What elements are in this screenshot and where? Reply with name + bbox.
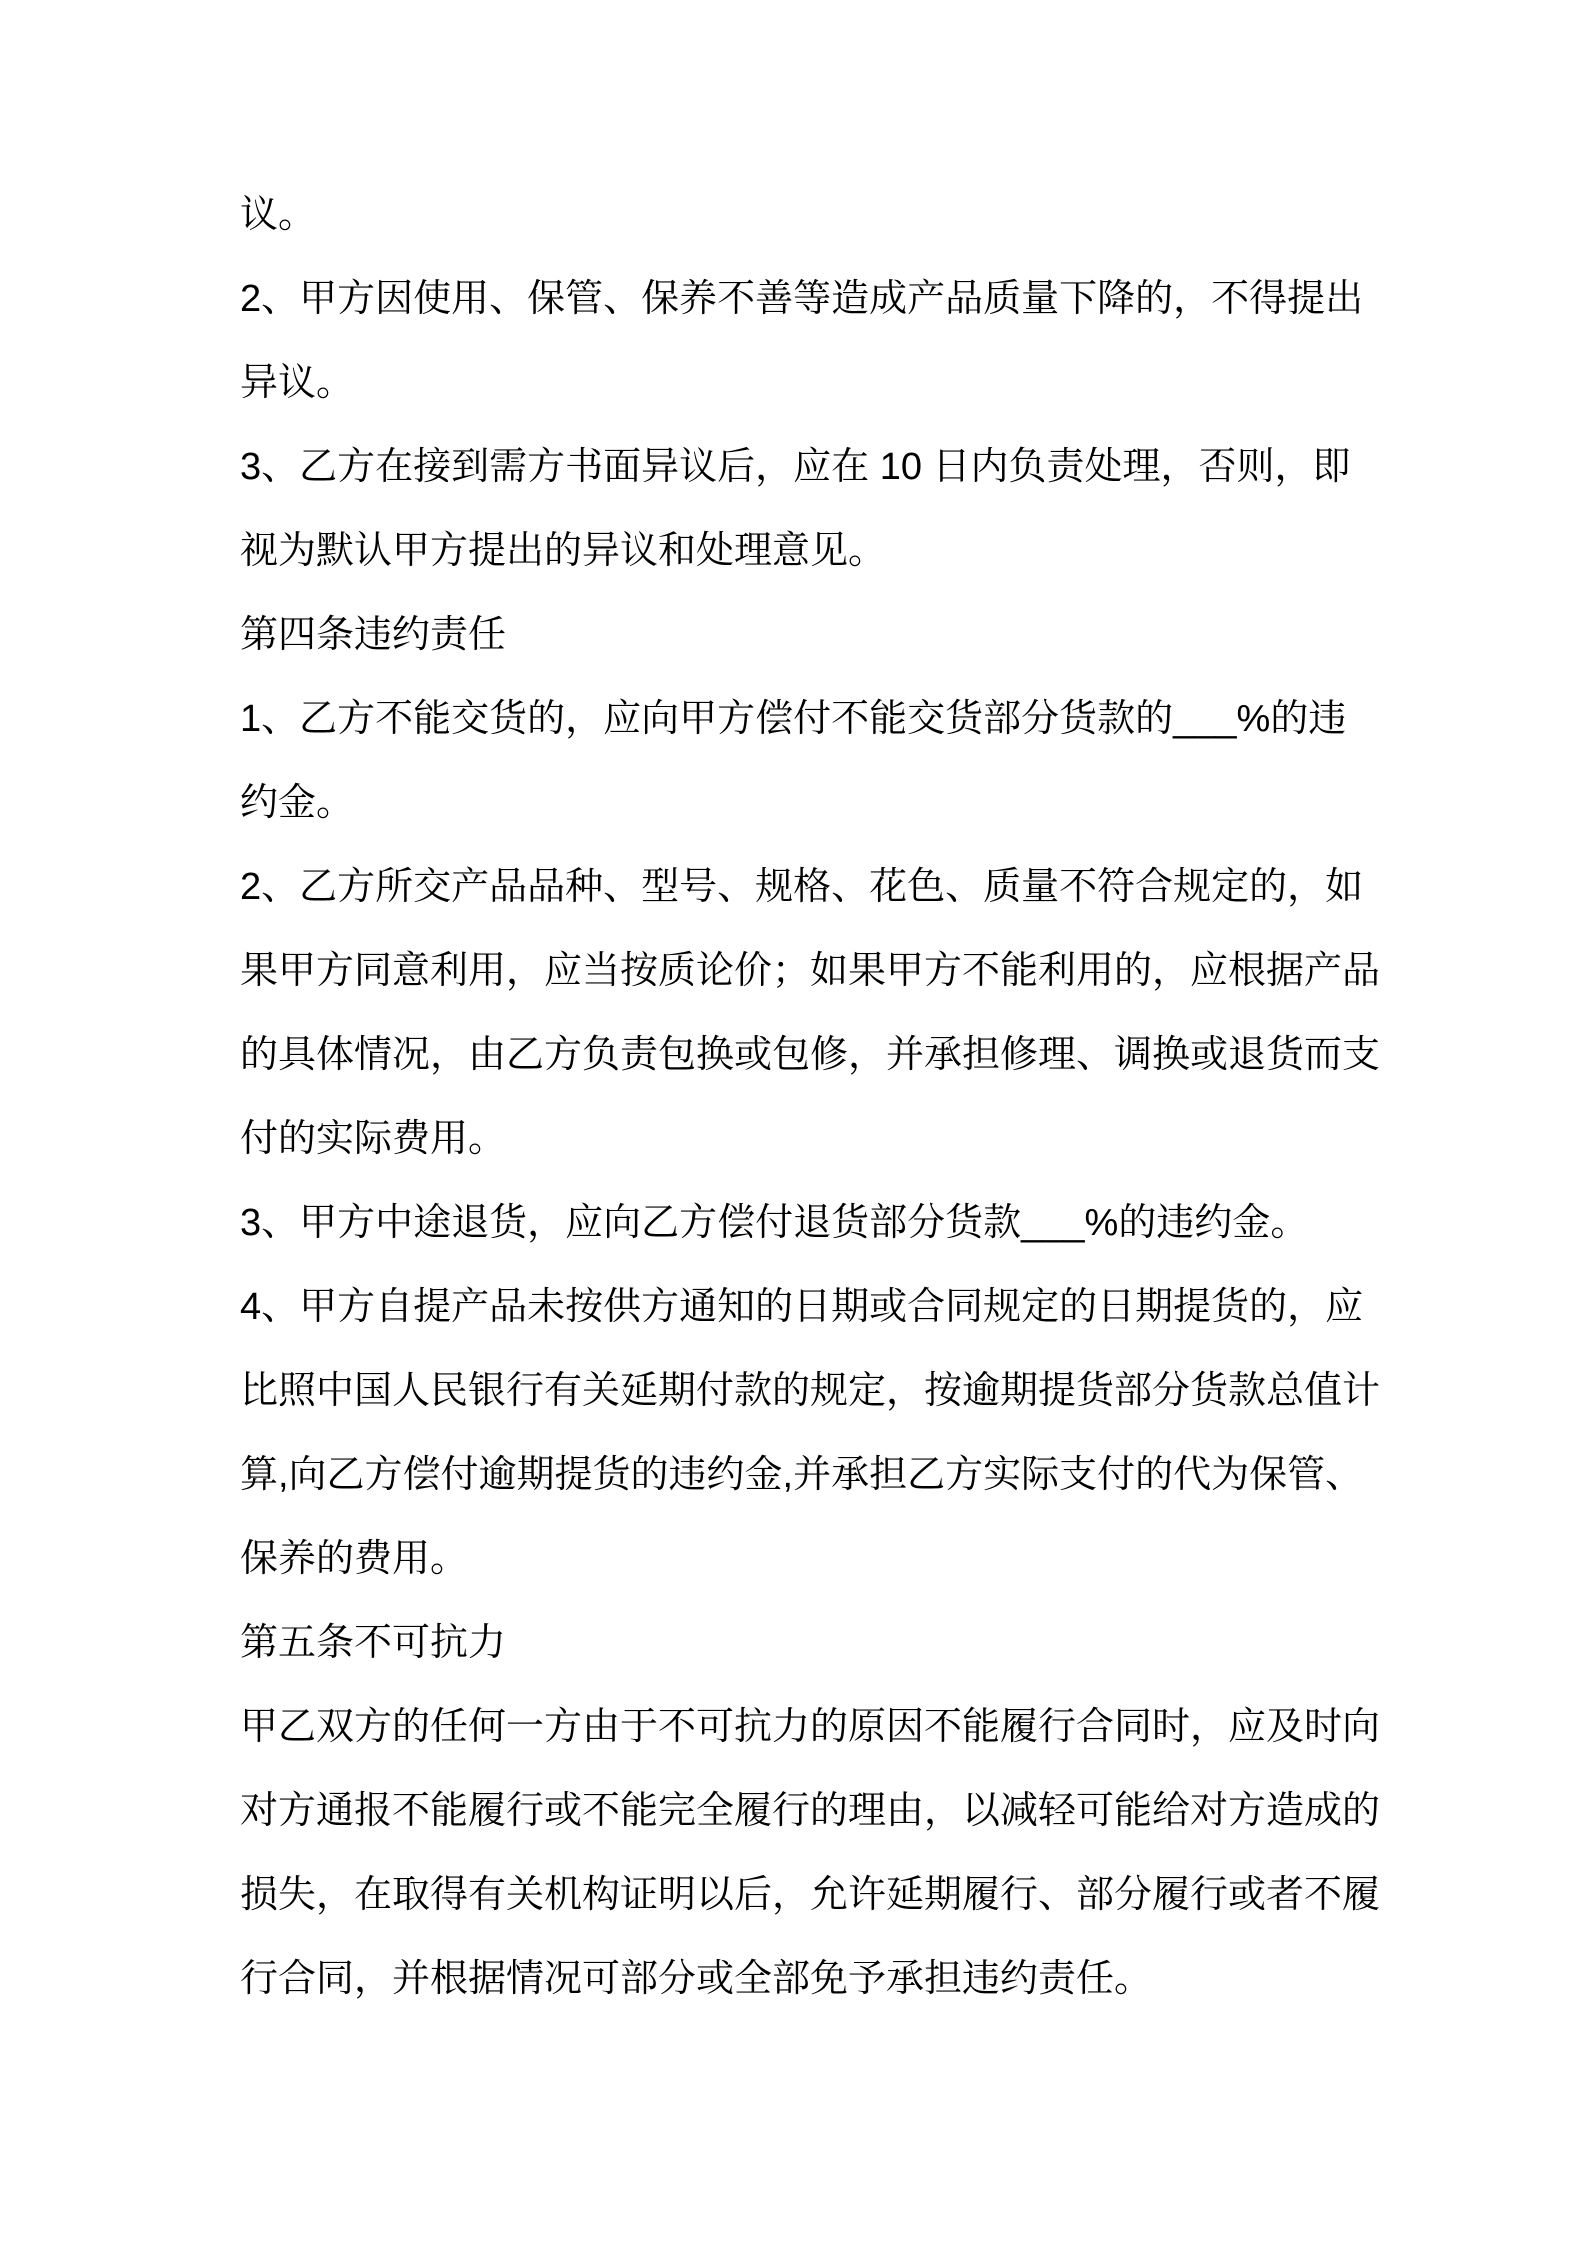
section-heading-clause-4: 第四条违约责任 xyxy=(240,614,507,656)
text-line: 行合同，并根据情况可部分或全部免予承担违约责任。 xyxy=(240,1958,1153,2000)
text-line: 损失，在取得有关机构证明以后，允许延期履行、部分履行或者不履 xyxy=(240,1874,1381,1916)
text-line: 比照中国人民银行有关延期付款的规定，按逾期提货部分货款总值计 xyxy=(240,1370,1381,1412)
text-line: 算,向乙方偿付逾期提货的违约金,并承担乙方实际支付的代为保管、 xyxy=(240,1454,1364,1496)
text-line: 视为默认甲方提出的异议和处理意见。 xyxy=(240,530,887,572)
text-line: 的具体情况，由乙方负责包换或包修，并承担修理、调换或退货而支 xyxy=(240,1034,1381,1076)
text-line: 议。 xyxy=(240,194,317,236)
document-text-block xyxy=(240,173,1446,2021)
text-line: 2、乙方所交产品品种、型号、规格、花色、质量不符合规定的，如 xyxy=(240,866,1364,908)
text-line: 约金。 xyxy=(240,782,355,824)
text-line: 3、甲方中途退货，应向乙方偿付退货部分货款___%的违约金。 xyxy=(240,1202,1309,1244)
text-line: 付的实际费用。 xyxy=(240,1118,507,1160)
text-line: 甲乙双方的任何一方由于不可抗力的原因不能履行合同时，应及时向 xyxy=(240,1706,1381,1748)
text-line: 1、乙方不能交货的，应向甲方偿付不能交货部分货款的___%的违 xyxy=(240,698,1347,740)
section-heading-clause-5: 第五条不可抗力 xyxy=(240,1622,507,1664)
text-line: 2、甲方因使用、保管、保养不善等造成产品质量下降的，不得提出 xyxy=(240,278,1364,320)
text-line: 对方通报不能履行或不能完全履行的理由，以减轻可能给对方造成的 xyxy=(240,1790,1381,1832)
text-line: 果甲方同意利用，应当按质论价；如果甲方不能利用的，应根据产品 xyxy=(240,950,1381,992)
text-line: 保养的费用。 xyxy=(240,1538,469,1580)
text-line: 4、甲方自提产品未按供方通知的日期或合同规定的日期提货的，应 xyxy=(240,1286,1364,1328)
text-line: 3、乙方在接到需方书面异议后，应在 10 日内负责处理，否则，即 xyxy=(240,446,1351,488)
text-line: 异议。 xyxy=(240,362,355,404)
